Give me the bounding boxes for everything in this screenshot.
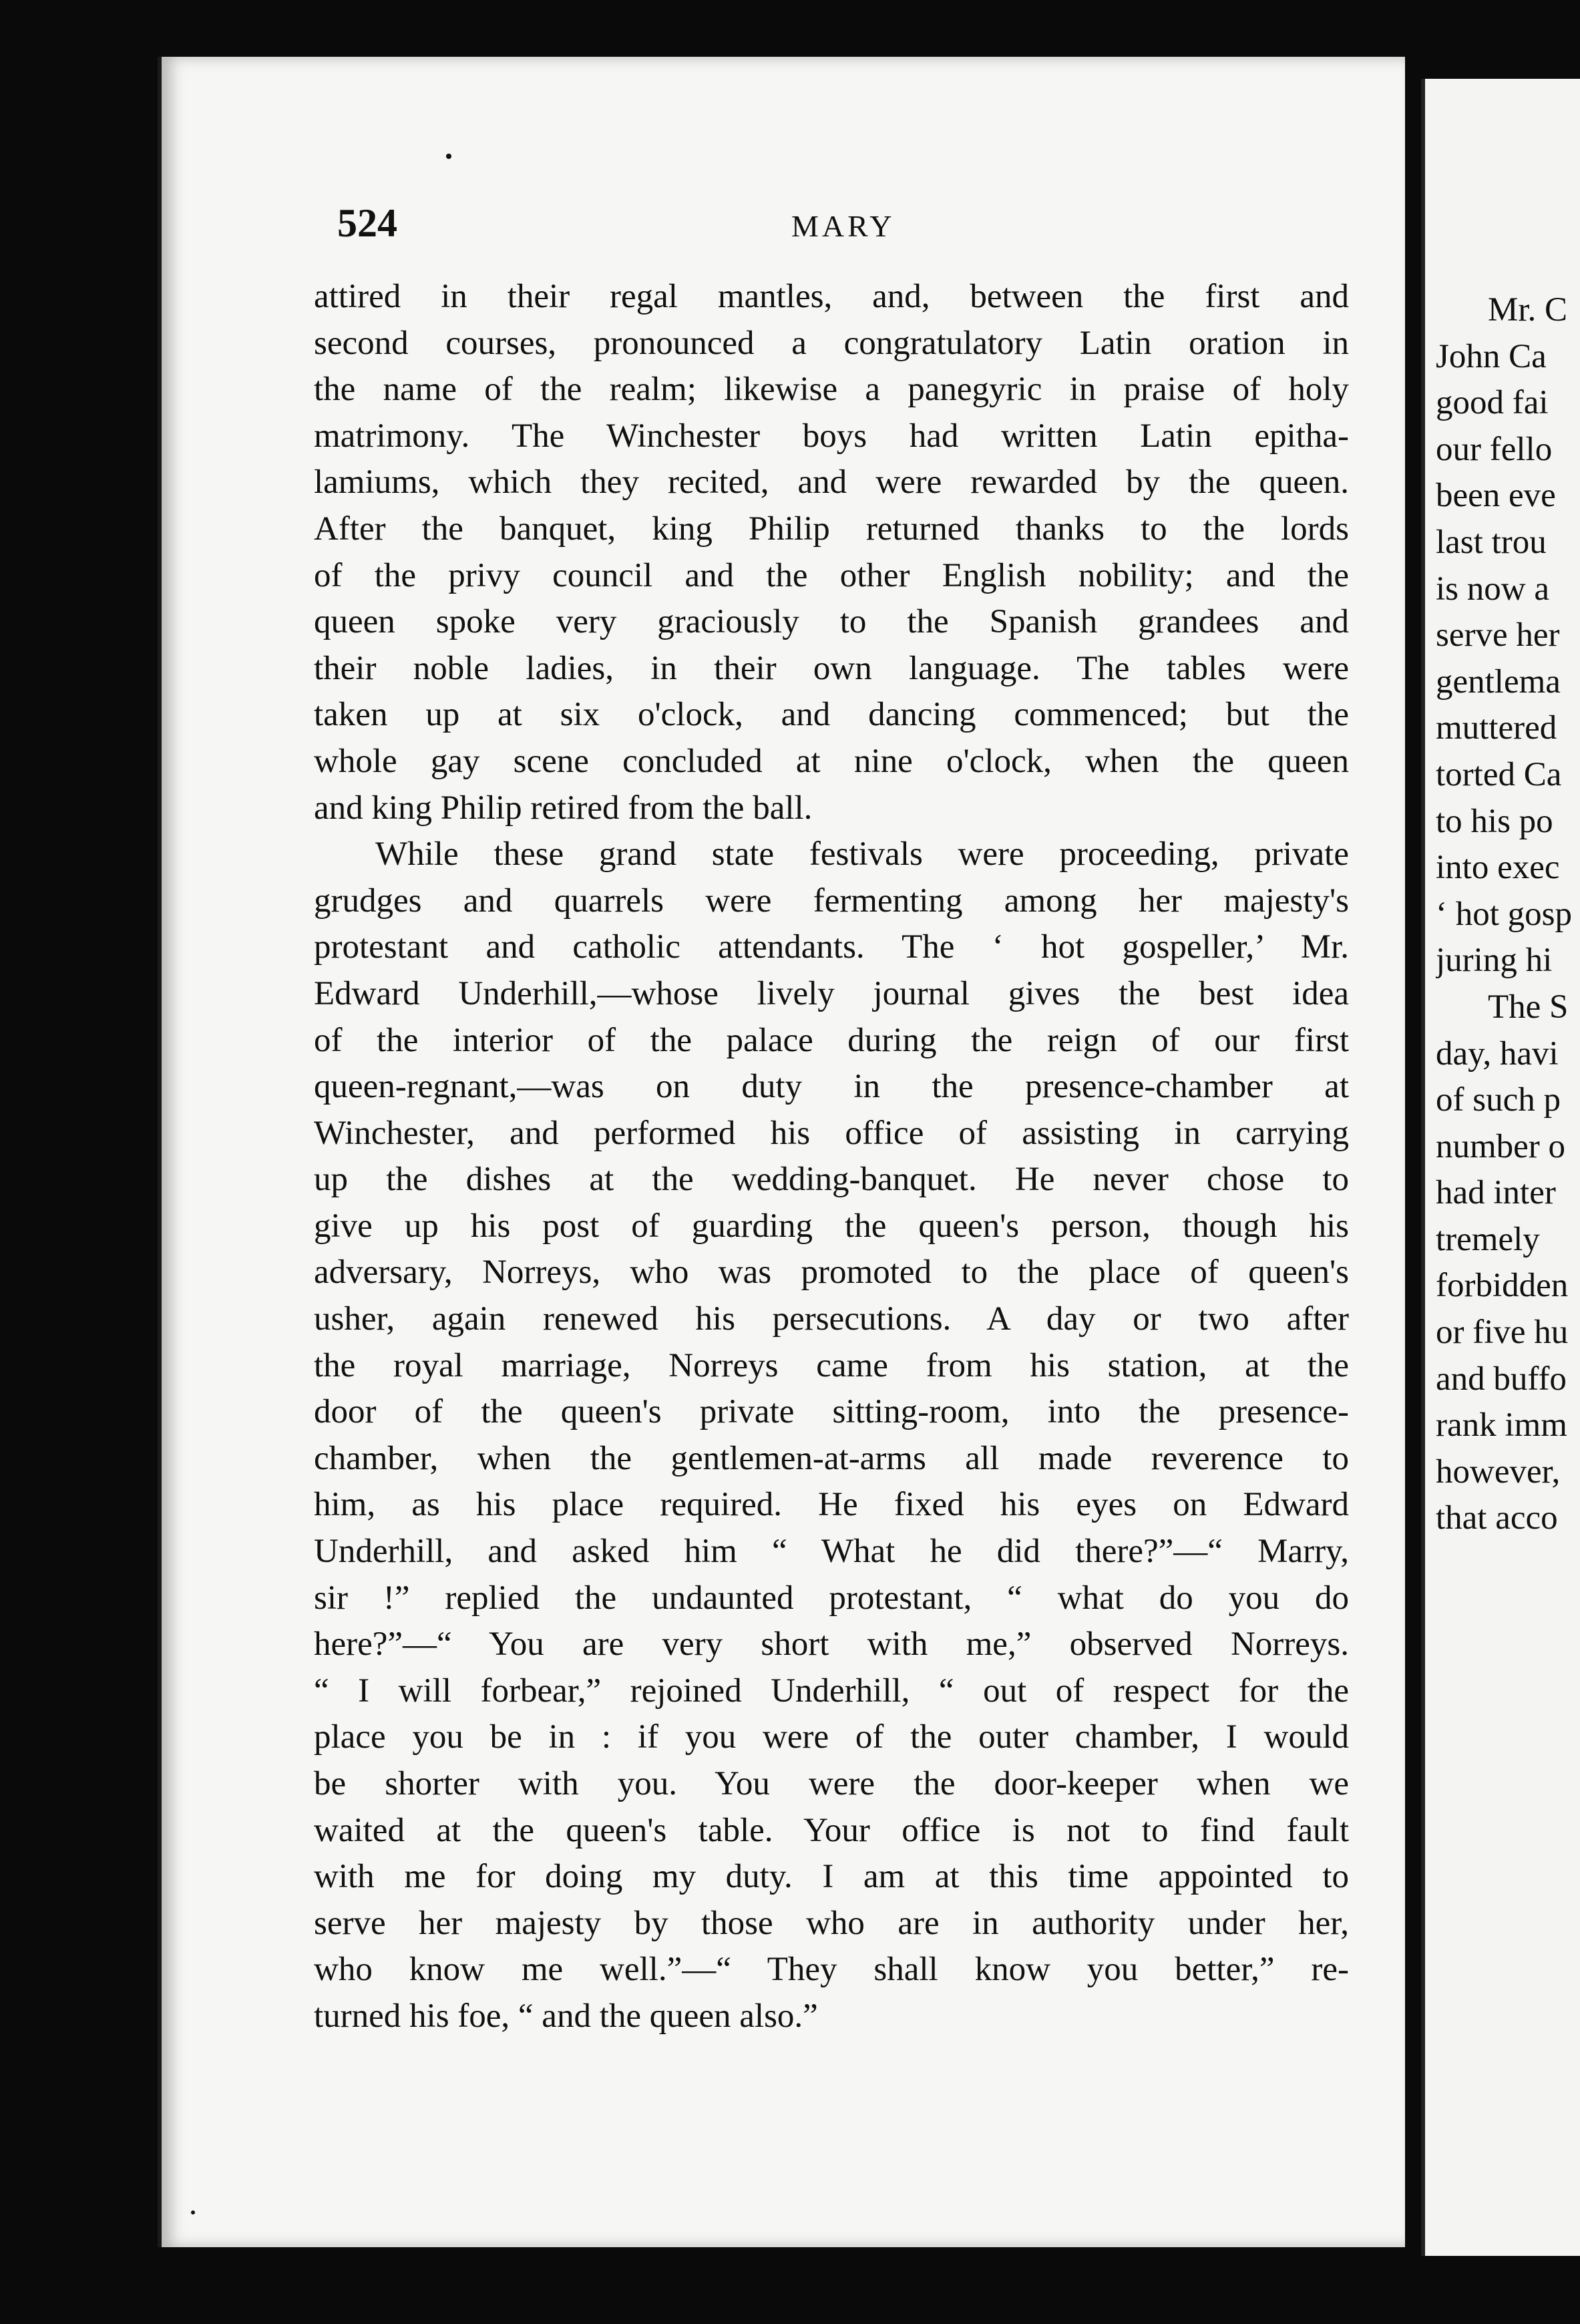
facing-text-line: last trou (1436, 523, 1547, 561)
text-line: Underhill, and asked him “ What he did there?”—“ Marry, (314, 1533, 1349, 1571)
text-line: their noble ladies, in their own language. The tables were (314, 649, 1349, 687)
text-line: serve her majesty by those who are in authority under her, (314, 1904, 1349, 1942)
text-line: sir !” replied the undaunted protestant, “ what do you do (314, 1579, 1349, 1617)
facing-text-line: however, (1436, 1452, 1561, 1491)
text-line: second courses, pronounced a congratulatory Latin oration in (314, 324, 1349, 362)
text-line: lamiums, which they recited, and were rewarded by the queen. (314, 463, 1349, 502)
text-line: turned his foe, “ and the queen also.” (314, 1997, 818, 2035)
facing-text-line: ‘ hot gosp (1436, 895, 1572, 933)
text-line: grudges and quarrels were fermenting among her majesty's (314, 882, 1349, 920)
text-line: adversary, Norreys, who was promoted to the place of queen's (314, 1253, 1349, 1292)
facing-text-line: good fai (1436, 384, 1549, 422)
facing-text-line: our fello (1436, 430, 1553, 468)
facing-text-line: into exec (1436, 849, 1560, 887)
text-line: place you be in : if you were of the outer chamber, I would (314, 1718, 1349, 1756)
text-line: Edward Underhill,—whose lively journal gives the best idea (314, 974, 1349, 1012)
facing-text-line: Mr. C (1488, 291, 1568, 329)
text-line: him, as his place required. He fixed his eyes on Edward (314, 1486, 1349, 1524)
facing-text-line: John Ca (1436, 337, 1547, 375)
facing-text-line: forbidden (1436, 1267, 1569, 1305)
text-line: here?”—“ You are very short with me,” observed Norreys. (314, 1625, 1349, 1664)
facing-page-text (1436, 287, 1580, 1542)
facing-text-line: and buffo (1436, 1360, 1567, 1398)
text-line: chamber, when the gentlemen-at-arms all made reverence to (314, 1439, 1349, 1477)
text-line: and king Philip retired from the ball. (314, 789, 813, 827)
facing-text-line: tremely (1436, 1220, 1540, 1258)
text-line: waited at the queen's table. Your office is not to find fault (314, 1811, 1349, 1849)
page-number: 524 (337, 201, 397, 245)
facing-text-line: gentlema (1436, 662, 1561, 701)
text-line: After the banquet, king Philip returned thanks to the lords (314, 510, 1349, 548)
text-line: who know me well.”—“ They shall know you better,” re- (314, 1951, 1349, 1989)
text-line: protestant and catholic attendants. The ‘ hot gospeller,’ Mr. (314, 928, 1349, 966)
facing-text-line: of such p (1436, 1081, 1561, 1119)
text-line: give up his post of guarding the queen's person, though his (314, 1207, 1349, 1245)
facing-text-line: serve her (1436, 616, 1560, 654)
text-line: attired in their regal mantles, and, between the first and (314, 278, 1349, 315)
facing-text-line: rank imm (1436, 1406, 1567, 1444)
running-title: MARY (791, 209, 896, 243)
facing-text-line: day, havi (1436, 1034, 1559, 1073)
facing-text-line: been eve (1436, 477, 1556, 515)
facing-text-line: juring hi (1436, 942, 1553, 980)
facing-text-line: to his po (1436, 802, 1553, 840)
text-line: matrimony. The Winchester boys had written Latin epitha- (314, 417, 1349, 455)
text-line: “ I will forbear,” rejoined Underhill, “ out of respect for the (314, 1672, 1349, 1710)
scan-speck (191, 2210, 195, 2214)
text-line: whole gay scene concluded at nine o'clock, when the queen (314, 742, 1349, 780)
text-line: of the privy council and the other English nobility; and the (314, 556, 1349, 594)
facing-text-line: torted Ca (1436, 755, 1562, 793)
text-line: up the dishes at the wedding-banquet. He never chose to (314, 1161, 1349, 1199)
text-line: queen spoke very graciously to the Spanish grandees and (314, 603, 1349, 641)
facing-text-line: or five hu (1436, 1314, 1569, 1352)
body-text (314, 274, 1349, 2040)
text-line: queen-regnant,—was on duty in the presence-chamber at (314, 1068, 1349, 1106)
facing-text-line: The S (1488, 988, 1569, 1026)
facing-text-line: muttered (1436, 709, 1557, 747)
page-header (337, 200, 1339, 254)
text-line: taken up at six o'clock, and dancing commenced; but the (314, 696, 1349, 734)
facing-text-line: number o (1436, 1127, 1566, 1165)
facing-text-line: that acco (1436, 1499, 1558, 1537)
text-line: While these grand state festivals were proceeding, private (375, 835, 1349, 874)
text-line: be shorter with you. You were the door-keeper when we (314, 1765, 1349, 1802)
text-line: usher, again renewed his persecutions. A day or two after (314, 1300, 1349, 1338)
text-line: the name of the realm; likewise a panegyric in praise of holy (314, 371, 1349, 409)
text-line: with me for doing my duty. I am at this time appointed to (314, 1858, 1349, 1896)
facing-text-line: had inter (1436, 1174, 1556, 1212)
scan-speck (446, 154, 451, 159)
facing-text-line: is now a (1436, 570, 1549, 608)
text-line: the royal marriage, Norreys came from his station, at the (314, 1346, 1349, 1384)
text-line: Winchester, and performed his office of assisting in carrying (314, 1114, 1349, 1152)
text-line: door of the queen's private sitting-room, into the presence- (314, 1393, 1349, 1431)
text-line: of the interior of the palace during the reign of our first (314, 1021, 1349, 1059)
